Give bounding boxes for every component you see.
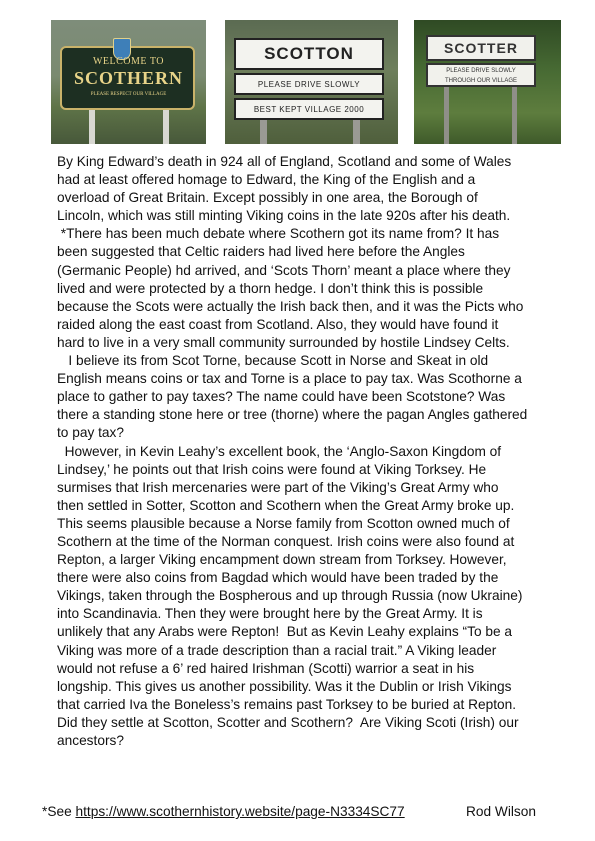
- sign-line-2: THROUGH OUR VILLAGE: [444, 78, 517, 84]
- article-body: [57, 153, 547, 750]
- photo-strip: [0, 20, 595, 144]
- body-line: because the Scots were actually the Irish back then, and it was the Picts who: [57, 298, 524, 314]
- body-line: Viking was more of a trade description than a racial trait.” A Viking leader: [57, 642, 497, 658]
- sign-name: SCOTHERN: [73, 68, 184, 88]
- body-line: into Scandinavia. Then they were brought here by the Great Army. It is: [57, 606, 483, 622]
- sign-line-1: PLEASE DRIVE SLOWLY: [446, 68, 516, 74]
- sign-post-right: [512, 87, 517, 144]
- photo-scothern-sign: [51, 20, 206, 144]
- sign-name: SCOTTON: [234, 38, 384, 70]
- body-line: Lindsey,’ he points out that Irish coins were found at Viking Torksey. He: [57, 461, 487, 477]
- sign-top-text: WELCOME TO: [92, 56, 164, 67]
- sign-post-left: [89, 110, 95, 144]
- sign-post-right: [163, 110, 169, 144]
- sign-line-1: PLEASE DRIVE SLOWLY: [234, 73, 384, 95]
- body-line: been suggested that Celtic raiders had lived here before the Angles: [57, 244, 465, 260]
- sign-subtext: PLEASE RESPECT OUR VILLAGE: [90, 92, 167, 97]
- body-line: English means coins or tax and Torne is a place to pay tax. Was Scothorne a: [57, 371, 522, 387]
- body-line: lived and were protected by a thorn hedge. I don’t think this is possible: [57, 280, 484, 296]
- body-line: surmises that Irish mercenaries were part of the Viking’s Great Army who: [57, 479, 499, 495]
- sign-lines: [426, 63, 536, 87]
- sign-post-left: [444, 87, 449, 144]
- sign-name: SCOTTER: [426, 35, 536, 61]
- body-line: there were also coins from Bagdad which would have been traded by the: [57, 570, 499, 586]
- body-line: Scothern at the time of the Norman conquest. Irish coins were also found at: [57, 533, 515, 549]
- photo-scotter-sign: [414, 20, 561, 144]
- footer-note: [42, 803, 405, 821]
- source-link[interactable]: https://www.scothernhistory.website/page-N3334SC77: [75, 804, 405, 819]
- sign-post-left: [260, 120, 267, 144]
- footer-prefix: *See: [42, 804, 76, 819]
- body-line: had at least offered homage to Edward, the King of the English and a: [57, 172, 476, 188]
- body-line: Repton, a larger Viking encampment down stream from Torksey. However,: [57, 552, 507, 568]
- body-line: unlikely that any Arabs were Repton! But as Kevin Leahy explains “To be a: [57, 624, 512, 640]
- body-line: overload of Great Britain. Except possibly in one area, the Borough of: [57, 190, 478, 206]
- body-line: there a standing stone here or tree (thorne) where the pagan Angles gathered: [57, 407, 528, 423]
- body-line: ancestors?: [57, 733, 124, 748]
- body-line: Did they settle at Scotton, Scotter and Scothern? Are Viking Scoti (Irish) our: [57, 714, 519, 730]
- body-line: I believe its from Scot Torne, because Scott in Norse and Skeat in old: [57, 353, 489, 369]
- body-line: raided along the east coast from Scotland. Also, they would have found it: [57, 316, 499, 332]
- body-line: However, in Kevin Leahy’s excellent book, the ‘Anglo-Saxon Kingdom of: [57, 443, 502, 459]
- photo-scotton-sign: [225, 20, 398, 144]
- body-line: place to gather to pay taxes? The name could have been Scotstone? Was: [57, 389, 506, 405]
- author-name: Rod Wilson: [466, 804, 536, 819]
- sign-post-right: [353, 120, 360, 144]
- body-line: to pay tax?: [57, 425, 124, 441]
- body-line: longship. This gives us another possibility. Was it the Dublin or Irish Vikings: [57, 678, 512, 694]
- body-line: This seems plausible because a Norse family from Scotton owned much of: [57, 515, 510, 531]
- body-line: (Germanic People) hd arrived, and ‘Scots Thorn’ meant a place where they: [57, 262, 511, 278]
- body-line: then settled in Sotter, Scotton and Scothern when the Great Army broke up.: [57, 497, 515, 513]
- body-line: would not refuse a 6’ red haired Irishman (Scotti) warrior a seat in his: [57, 660, 475, 676]
- body-line: hard to live in a very small community surrounded by hostile Lindsey Celts.: [57, 334, 510, 350]
- sign-line-2: BEST KEPT VILLAGE 2000: [234, 98, 384, 120]
- body-line: By King Edward’s death in 924 all of England, Scotland and some of Wales: [57, 154, 512, 169]
- body-line: *There has been much debate where Scothern got its name from? It has: [57, 226, 500, 242]
- body-line: Lincoln, which was still minting Viking coins in the late 920s after his death.: [57, 208, 511, 224]
- body-line: Vikings, taken through the Bospherous and up through Russia (now Ukraine): [57, 588, 523, 604]
- body-line: that carried Iva the Boneless’s remains past Torksey to be buried at Repton.: [57, 696, 517, 712]
